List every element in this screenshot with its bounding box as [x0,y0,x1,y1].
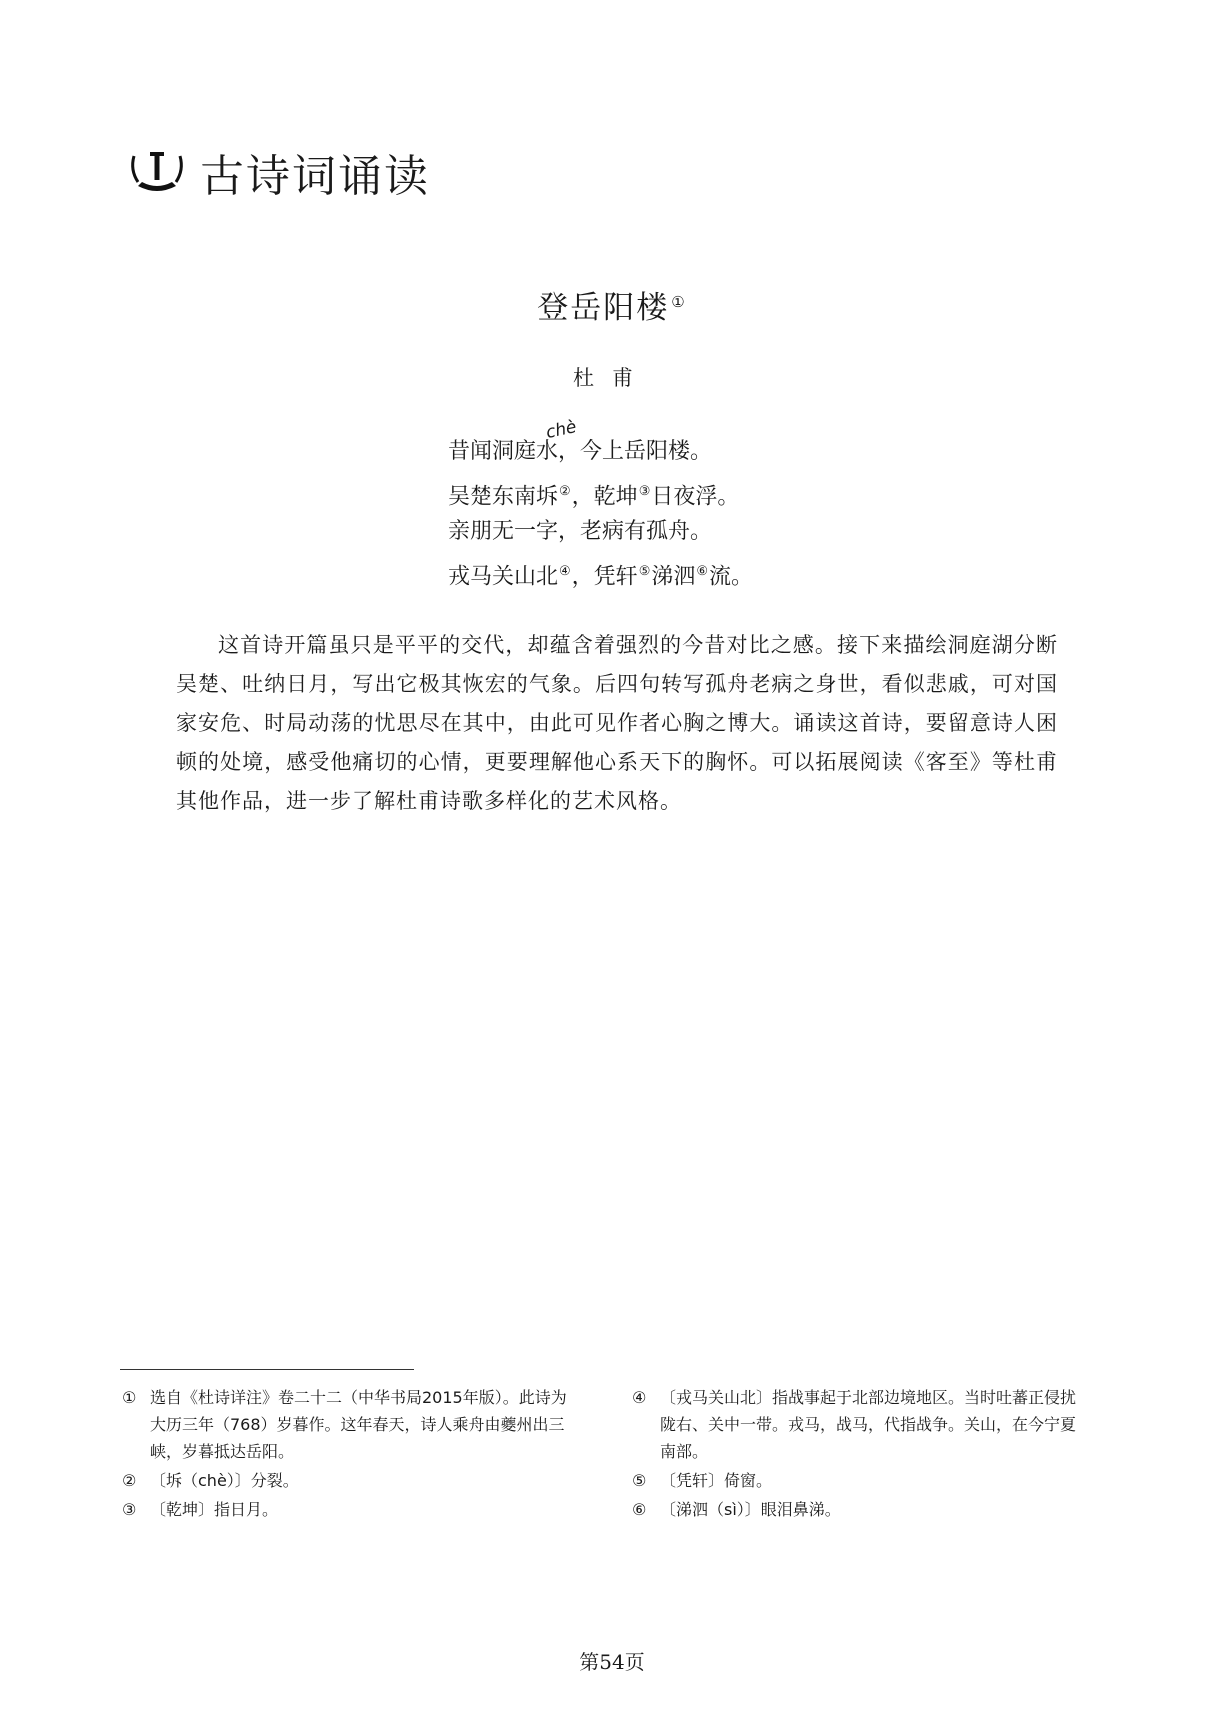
poem-text: 流。 [709,564,754,590]
footnote-mark: ② [122,1471,137,1490]
footnote-mark: ③ [122,1500,137,1519]
footnote [632,1467,1082,1494]
footnote [122,1467,582,1494]
poem-text: 戎马关山北 [448,564,559,590]
footnote-text: 选自《杜诗详注》卷二十二（中华书局2015年版）。此诗为大历三年（768）岁暮作。这年春天，诗人乘舟由夔州出三峡，岁暮抵达岳阳。 [150,1388,567,1461]
footnote-text: 〔戎马关山北〕指战事起于北部边境地区。当时吐蕃正侵扰陇右、关中一带。戎马，战马，代指战争。关山，在今宁夏南部。 [660,1388,1077,1461]
poem-body [448,432,753,592]
footnote-text: 〔涕泗（sì）〕眼泪鼻涕。 [660,1500,841,1519]
poem-text: 涕泗 [651,564,696,590]
note-mark: ④ [559,564,571,579]
poem-title-text: 登岳阳楼 [537,290,670,326]
section-title: 古诗词诵读 [200,151,430,202]
footnote-mark: ⑥ [632,1500,647,1519]
footnotes-right-column [632,1384,1082,1525]
footnote-divider [120,1369,414,1370]
footnote [122,1496,582,1523]
note-mark: ⑥ [696,564,709,579]
poem-text: 亲朋无一字，老病有孤舟。 [448,519,713,544]
footnote-text: 〔坼（chè）〕分裂。 [150,1471,299,1490]
footnote-mark: ④ [632,1388,647,1407]
note-mark: ② [559,484,571,499]
footnote [122,1384,582,1465]
commentary-paragraph: 这首诗开篇虽只是平平的交代，却蕴含着强烈的今昔对比之感。接下来描绘洞庭湖分断吴楚、吐纳日月，写出它极其恢宏的气象。后四句转写孤舟老病之身世，看似悲戚，可对国家安危、时局动荡的忧思尽在其中，由此可见作者心胸之博大。诵读这首诗，要留意诗人困顿的处境，感受他痛切的心情，更要理解他心系天下的胸怀。可以拓展阅读《客至》等杜甫其他作品，进一步了解杜甫诗歌多样化的艺术风格。 [176,633,1058,813]
poem-author: 杜甫 [573,366,651,390]
poem-line [448,472,753,512]
poem-text: 昔闻洞庭水，今上岳阳楼。 [448,439,713,464]
footnote-mark: ⑤ [632,1471,647,1490]
handwritten-annotation: chè [544,417,579,443]
footnote-mark: ① [122,1388,137,1407]
note-mark: ⑤ [638,564,651,579]
footnote-text: 〔凭轩〕倚窗。 [660,1471,773,1490]
footnotes-left-column [122,1384,582,1525]
footnote [632,1384,1082,1465]
poem-line [448,432,753,472]
poem-text: ，乾坤 [571,484,638,510]
poem-line [448,552,753,592]
poem-title [0,282,1224,327]
note-mark: ③ [638,484,651,499]
poem-text: 吴楚东南坼 [448,484,559,510]
poem-line [448,512,753,552]
page-number: 第54页 [579,1650,645,1674]
lamp-icon [128,148,186,196]
section-header [128,140,430,204]
footnote [632,1496,1082,1523]
poem-text: ，凭轩 [571,564,638,590]
footnote-text: 〔乾坤〕指日月。 [150,1500,279,1519]
poem-text: 日夜浮。 [651,484,740,510]
poem-title-note-mark: ① [671,292,687,311]
